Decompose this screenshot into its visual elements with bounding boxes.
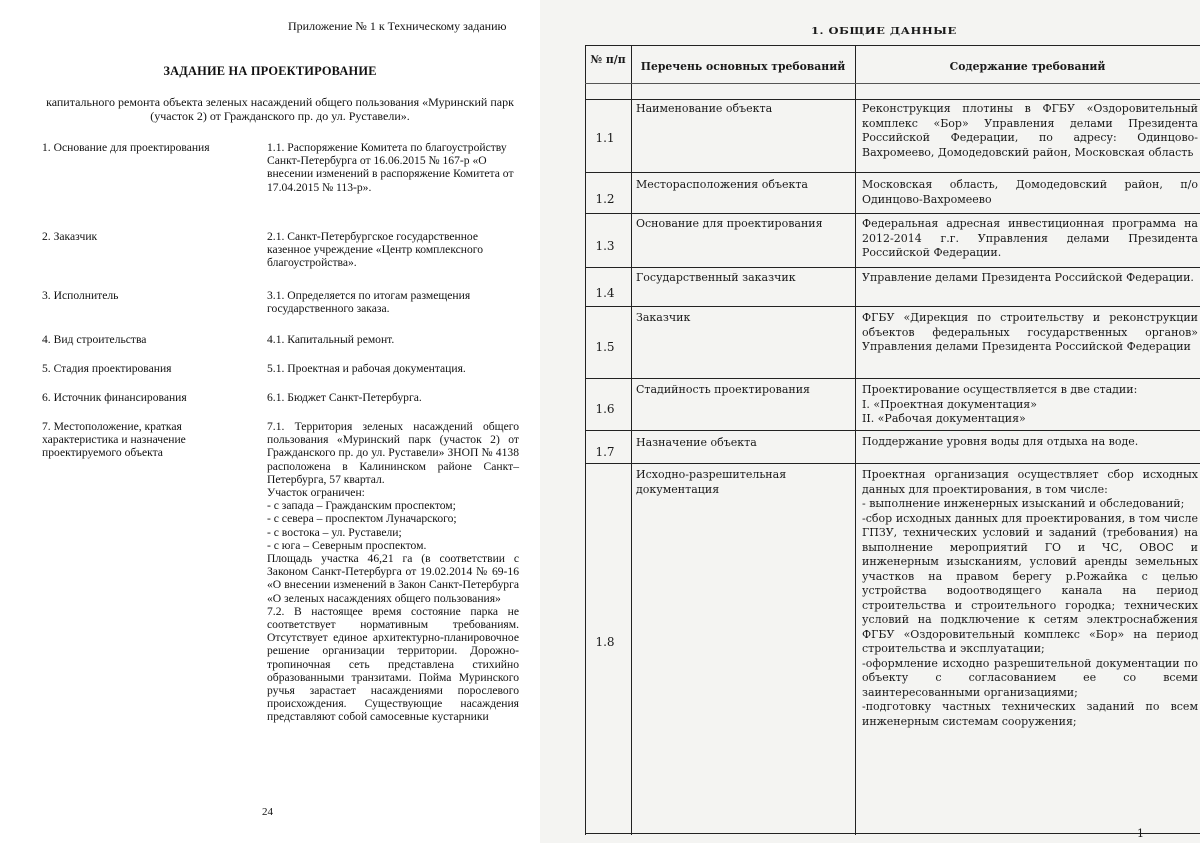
requirement-item: - выполнение инженерных изысканий и обследований; (862, 497, 1185, 510)
task-value: 4.1. Капитальный ремонт. (267, 333, 395, 346)
table-border (585, 463, 1200, 464)
requirement-item: -подготовку частных технических заданий по всем инженерным системам сооружения; (862, 700, 1198, 728)
task-value: 2.1. Санкт-Петербургское государственное казенное учреждение «Центр комплексного благоустройства». (267, 230, 484, 270)
row-number: 1.1 (595, 131, 615, 145)
row-requirement-content: Реконструкция плотины в ФГБУ «Оздоровительный комплекс «Бор» Управления делами Президента Российской Федерации, по адресу: Одинцово-Вахромеево, Домодедовский район, Московская область (862, 102, 1198, 159)
row-number: 1.2 (595, 192, 615, 206)
requirement-item: Проектная организация осуществляет сбор исходных данных для проектирования, в том числе: (862, 468, 1198, 496)
task-value: 5.1. Проектная и рабочая документация. (267, 362, 466, 375)
row-requirement-name: Государственный заказчик (636, 271, 796, 284)
row-requirement-content: Московская область, Домодедовский район, п/о Одинцово-Вахромеево (862, 178, 1198, 206)
row-requirement-name: Месторасположения объекта (636, 178, 808, 191)
task-title: ЗАДАНИЕ НА ПРОЕКТИРОВАНИЕ (163, 64, 377, 78)
location-paragraph: - с севера – проспектом Луначарского; (267, 512, 457, 526)
task-value: 3.1. Определяется по итогам размещения государственного заказа. (267, 289, 471, 316)
table-border (585, 213, 1200, 214)
task-label: 5. Стадия проектирования (42, 362, 172, 375)
stage-line: II. «Рабочая документация» (862, 412, 1026, 425)
row-requirement-content (862, 468, 1198, 729)
task-label: 7. Местоположение, краткая характеристика и назначение проектируемого объекта (42, 420, 186, 460)
task-label: 6. Источник финансирования (42, 391, 187, 404)
annex-note: Приложение № 1 к Техническому заданию (288, 19, 507, 33)
task-label: 2. Заказчик (42, 230, 98, 243)
page-number: 24 (262, 806, 273, 818)
table-border (585, 45, 586, 835)
table-border (585, 83, 1200, 84)
row-requirement-name: Заказчик (636, 311, 691, 324)
table-border (585, 378, 1200, 379)
task-label: 4. Вид строительства (42, 333, 147, 346)
header-requirement-list: Перечень основных требований (640, 60, 846, 73)
row-requirement-name: Стадийность проектирования (636, 383, 810, 396)
row-number: 1.5 (595, 340, 615, 354)
table-border (631, 45, 632, 835)
row-number: 1.8 (595, 635, 615, 649)
row-requirement-name: Исходно-разрешительная документация (636, 468, 787, 496)
row-requirement-name: Назначение объекта (636, 436, 757, 449)
row-requirement-content: Управление делами Президента Российской Федерации. (862, 271, 1194, 284)
row-requirement-content: Федеральная адресная инвестиционная программа на 2012-2014 г.г. Управления делами Президента Российской Федерации. (862, 217, 1198, 259)
table-border (585, 267, 1200, 268)
location-paragraph: - с запада – Гражданским проспектом; (267, 499, 456, 513)
task-label: 1. Основание для проектирования (42, 141, 210, 154)
row-requirement-name: Основание для проектирования (636, 217, 823, 230)
task-label: 3. Исполнитель (42, 289, 119, 302)
left-page (0, 0, 540, 843)
requirements-table (585, 45, 1200, 835)
location-paragraph: - с юга – Северным проспектом. (267, 538, 427, 552)
requirement-item: -оформление исходно разрешительной документации по объекту с согласованием ее со всеми заинтересованными организациями; (862, 656, 1198, 699)
row-requirement-content: ФГБУ «Дирекция по строительству и реконструкции объектов федеральных государственных органов» Управления делами Президента Российской Федерации (862, 311, 1198, 353)
row-number: 1.7 (595, 445, 615, 459)
table-border (585, 306, 1200, 307)
section-title: 1. ОБЩИЕ ДАННЫЕ (811, 25, 957, 37)
row-requirement-content: Поддержание уровня воды для отдыха на воде. (862, 435, 1139, 448)
header-number: № п/п (590, 53, 626, 66)
stage-line: I. «Проектная документация» (862, 397, 1037, 411)
header-requirement-content: Содержание требований (949, 60, 1106, 73)
row-requirement-content (862, 383, 1198, 427)
table-border (585, 430, 1200, 431)
task-value: 1.1. Распоряжение Комитета по благоустройству Санкт-Петербурга от 16.06.2015 № 167-р «О внесении изменений в распоряжение Комитета от 17.04.2015 № 113-р». (267, 141, 514, 194)
row-number: 1.4 (595, 286, 615, 300)
requirement-item: -сбор исходных данных для проектирования, в том числе ГПЗУ, технических условий и заданий (требования) на выполнение мероприятий ГО и ЧС, ОВОС и инженерным изысканиям, условий аренды земельных участков на правом берегу р.Рожайка с целью устройства водоотводящего канала на период строительства и строительного городка; технических условий на подключение к сетям электроснабжения ФГБУ «Оздоровительный комплекс «Бор» на период строительства и эксплуатации; (862, 511, 1198, 655)
task-subtitle: капитального ремонта объекта зеленых насаждений общего пользования «Муринский парк (участок 2) от Гражданского пр. до ул. Руставели». (46, 95, 514, 123)
location-paragraph: 7.2. В настоящее время состояние парка не соответствует нормативным требованиям. Отсутствует единое архитектурно-планировочное решение организации территории. Дорожно-тропиночная сеть представлена стихийно образованными транзитами. Пойма Муринского ручья зарастает насаждениями порослевого происхождения. Существующие насаждения представляют собой самосевные кустарники (267, 604, 519, 724)
row-number: 1.6 (595, 402, 615, 416)
location-paragraph: - с востока – ул. Руставели; (267, 525, 402, 539)
task-value: 6.1. Бюджет Санкт-Петербурга. (267, 391, 422, 404)
location-paragraph: 7.1. Территория зеленых насаждений общего пользования «Муринский парк (участок 2) от Гражданского пр. до ул. Руставели» ЗНОП № 4138 расположена в Калининском районе Санкт–Петербурга, 57 квартал. (267, 420, 519, 486)
stage-line: Проектирование осуществляется в две стадии: (862, 383, 1138, 396)
row-number: 1.3 (595, 239, 615, 253)
table-border (585, 45, 1200, 46)
location-paragraph: Участок ограничен: (267, 486, 365, 500)
table-border (585, 99, 1200, 100)
page-number: 1 (1137, 827, 1144, 840)
table-border (585, 172, 1200, 173)
row-requirement-name: Наименование объекта (636, 102, 773, 115)
table-border (585, 833, 1200, 834)
task-value (267, 420, 519, 724)
right-page-scan (540, 0, 1200, 843)
location-paragraph: Площадь участка 46,21 га (в соответствии с Законом Санкт-Петербурга от 19.02.2014 № 69-16 «О внесении изменений в Закон Санкт-Петербурга «О зеленых насаждениях общего пользования» (267, 552, 519, 605)
